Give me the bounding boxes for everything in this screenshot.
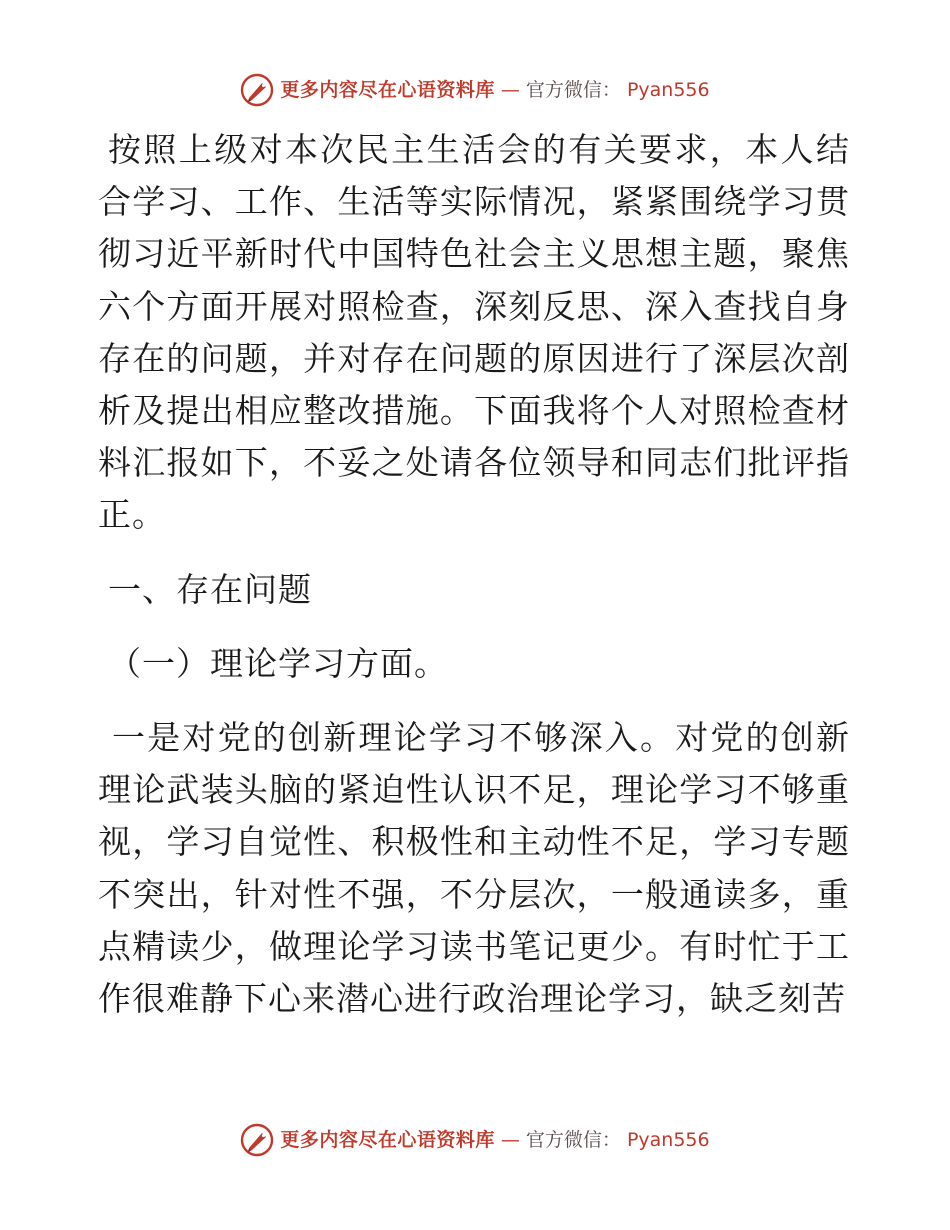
watermark-separator: — (500, 1129, 520, 1151)
pen-nib-logo-icon (240, 1123, 274, 1157)
header-watermark (0, 70, 950, 110)
footer-watermark (0, 1120, 950, 1160)
pen-nib-logo-icon (240, 73, 274, 107)
watermark-account-id: Pyan556 (626, 1129, 710, 1151)
subsection-heading: （一）理论学习方面。 (108, 643, 448, 683)
watermark-account-id: Pyan556 (626, 79, 710, 101)
document-body (98, 124, 850, 1025)
body-paragraph: 一是对党的创新理论学习不够深入。对党的创新理论武装头脑的紧迫性认识不足，理论学习不够重视，学习自觉性、积极性和主动性不足，学习专题不突出，针对性不强，不分层次，一般通读多，重点精读少，做理论学习读书笔记更少。有时忙于工作很难静下心来潜心进行政治理论学习，缺乏刻苦 (98, 718, 850, 1019)
watermark-brand-text: 更多内容尽在心语资料库 (280, 79, 495, 101)
watermark-separator: — (500, 79, 520, 101)
watermark-label-text: 官方微信： (525, 1129, 621, 1151)
section-heading: 一、存在问题 (108, 569, 312, 609)
watermark-label-text: 官方微信： (525, 79, 621, 101)
intro-paragraph: 按照上级对本次民主生活会的有关要求，本人结合学习、工作、生活等实际情况，紧紧围绕学习贯彻习近平新时代中国特色社会主义思想主题，聚焦六个方面开展对照检查，深刻反思、深入查找自身存在的问题，并对存在问题的原因进行了深层次剖析及提出相应整改措施。下面我将个人对照检查材料汇报如下，不妥之处请各位领导和同志们批评指正。 (98, 130, 850, 535)
watermark-brand-text: 更多内容尽在心语资料库 (280, 1129, 495, 1151)
